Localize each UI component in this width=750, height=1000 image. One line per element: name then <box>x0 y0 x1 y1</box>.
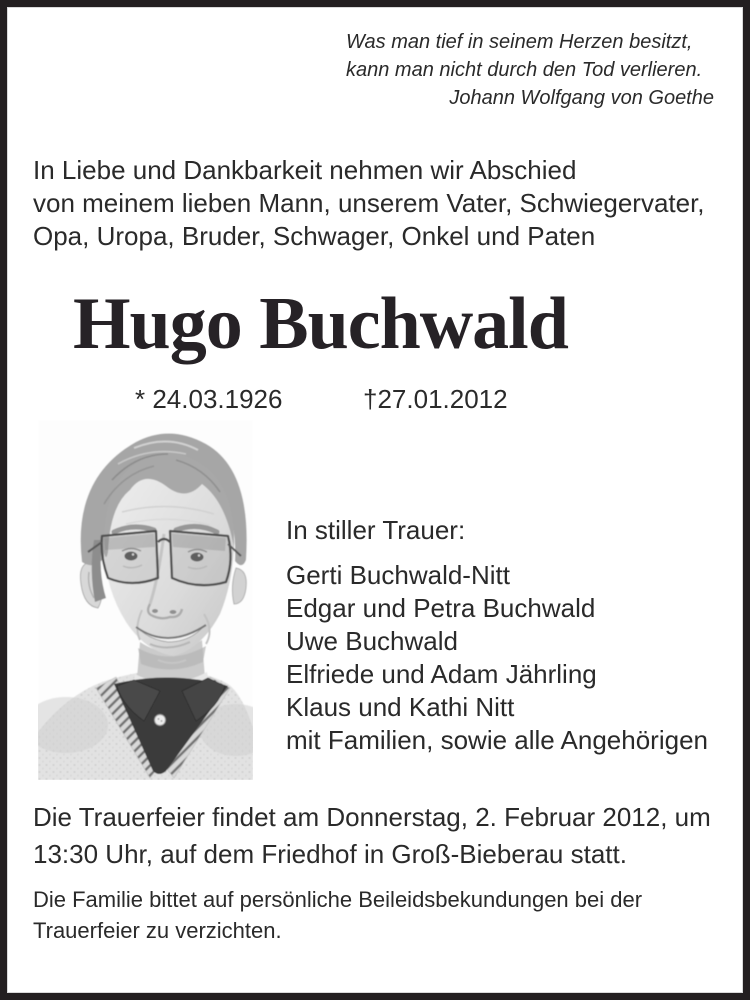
mourner-name: Gerti Buchwald-Nitt <box>286 560 510 590</box>
condolence-line: Trauerfeier zu verzichten. <box>33 918 282 943</box>
quote-line: kann man nicht durch den Tod verlieren. <box>346 59 703 81</box>
memorial-quote <box>346 28 714 112</box>
funeral-line: 13:30 Uhr, auf dem Friedhof in Groß-Bieberau statt. <box>33 839 627 869</box>
deceased-name: Hugo Buchwald <box>73 283 568 365</box>
mourner-name: Klaus und Kathi Nitt <box>286 692 515 722</box>
funeral-details <box>33 799 711 873</box>
quote-attribution: Johann Wolfgang von Goethe <box>449 87 714 109</box>
mourner-name: Edgar und Petra Buchwald <box>286 593 596 623</box>
intro-text <box>33 154 705 253</box>
mourning-heading: In stiller Trauer: <box>286 515 466 545</box>
intro-line: In Liebe und Dankbarkeit nehmen wir Abschied <box>33 155 577 185</box>
intro-line: von meinem lieben Mann, unserem Vater, Schwiegervater, <box>33 188 705 218</box>
mourner-name: Elfriede und Adam Jährling <box>286 659 597 689</box>
condolence-line: Die Familie bittet auf persönliche Beileidsbekundungen bei der <box>33 887 643 912</box>
condolence-request <box>33 884 642 946</box>
intro-line: Opa, Uropa, Bruder, Schwager, Onkel und Paten <box>33 221 596 251</box>
death-date: †27.01.2012 <box>363 384 508 414</box>
mourner-name: mit Familien, sowie alle Angehörigen <box>286 725 708 755</box>
funeral-line: Die Trauerfeier findet am Donnerstag, 2. Februar 2012, um <box>33 802 711 832</box>
life-dates <box>0 384 750 414</box>
birth-date: * 24.03.1926 <box>135 384 283 414</box>
quote-line: Was man tief in seinem Herzen besitzt, <box>346 31 693 53</box>
mourner-name: Uwe Buchwald <box>286 626 458 656</box>
portrait-illustration <box>38 420 253 780</box>
portrait-photo <box>38 420 253 780</box>
mourners-list <box>286 559 708 757</box>
